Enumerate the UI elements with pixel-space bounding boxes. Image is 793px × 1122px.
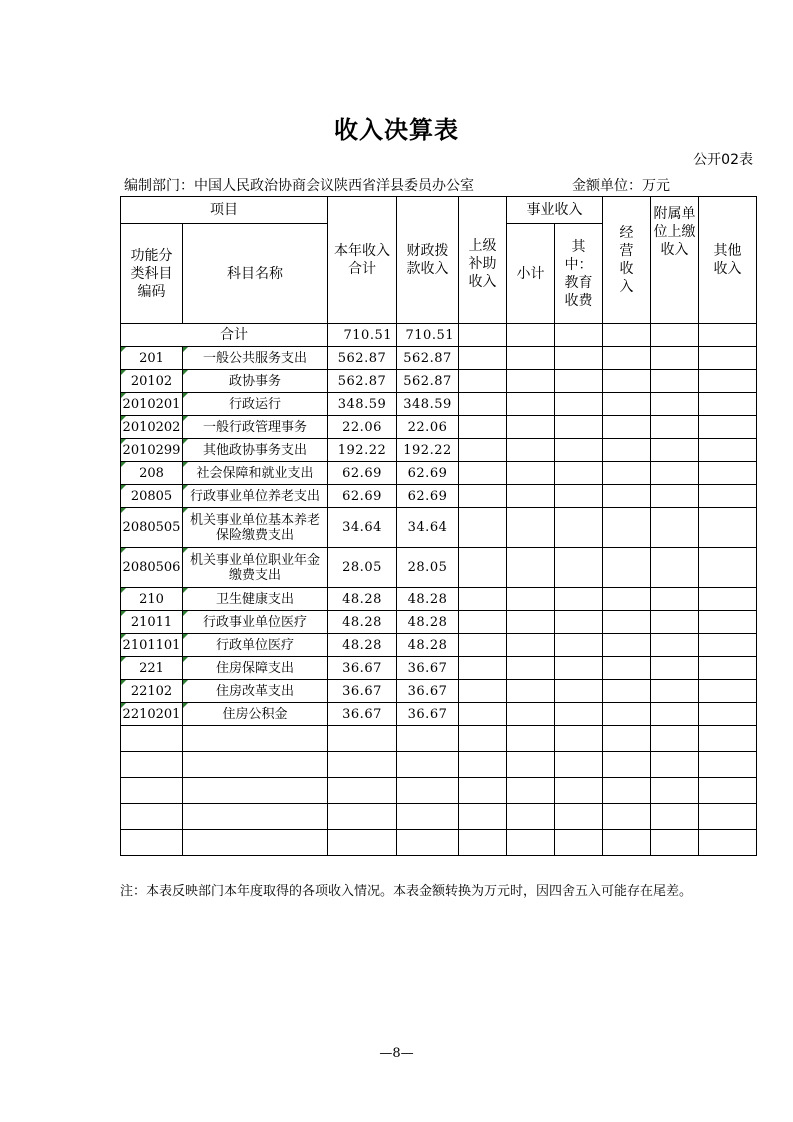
table-row bbox=[121, 508, 757, 548]
empty-cell bbox=[507, 830, 555, 856]
empty-cell bbox=[555, 393, 603, 416]
empty-cell bbox=[603, 588, 651, 611]
row-name: 政协事务 bbox=[183, 370, 328, 393]
empty-cell bbox=[459, 634, 507, 657]
header-other: 其他收入 bbox=[699, 197, 757, 324]
empty-cell bbox=[459, 804, 507, 830]
row-name: 其他政协事务支出 bbox=[183, 439, 328, 462]
empty-cell bbox=[603, 370, 651, 393]
row-total: 192.22 bbox=[328, 439, 397, 462]
empty-cell bbox=[555, 703, 603, 726]
empty-cell bbox=[459, 439, 507, 462]
empty-cell bbox=[651, 548, 699, 588]
empty-cell bbox=[328, 752, 397, 778]
empty-cell bbox=[507, 508, 555, 548]
income-table bbox=[120, 196, 757, 856]
empty-row bbox=[121, 778, 757, 804]
empty-cell bbox=[328, 778, 397, 804]
empty-cell bbox=[603, 508, 651, 548]
empty-cell bbox=[603, 393, 651, 416]
empty-cell bbox=[603, 752, 651, 778]
empty-cell bbox=[459, 703, 507, 726]
empty-cell bbox=[699, 611, 757, 634]
header-total-income: 本年收入合计 bbox=[328, 197, 397, 324]
empty-cell bbox=[507, 634, 555, 657]
empty-cell bbox=[603, 485, 651, 508]
empty-cell bbox=[507, 370, 555, 393]
row-total: 348.59 bbox=[328, 393, 397, 416]
empty-cell bbox=[603, 416, 651, 439]
empty-cell bbox=[699, 634, 757, 657]
empty-cell bbox=[555, 508, 603, 548]
row-code: 2010299 bbox=[121, 439, 183, 462]
row-code: 2210201 bbox=[121, 703, 183, 726]
empty-cell bbox=[603, 462, 651, 485]
row-fiscal: 36.67 bbox=[397, 680, 459, 703]
empty-cell bbox=[699, 804, 757, 830]
row-code: 20102 bbox=[121, 370, 183, 393]
table-row bbox=[121, 680, 757, 703]
empty-cell bbox=[651, 370, 699, 393]
row-name: 行政事业单位医疗 bbox=[183, 611, 328, 634]
row-code: 210 bbox=[121, 588, 183, 611]
empty-cell bbox=[555, 830, 603, 856]
empty-cell bbox=[183, 752, 328, 778]
empty-row bbox=[121, 804, 757, 830]
row-code: 2010201 bbox=[121, 393, 183, 416]
row-code: 221 bbox=[121, 657, 183, 680]
row-fiscal: 36.67 bbox=[397, 657, 459, 680]
row-total: 36.67 bbox=[328, 657, 397, 680]
row-fiscal: 62.69 bbox=[397, 485, 459, 508]
header-fiscal: 财政拨款收入 bbox=[397, 197, 459, 324]
empty-cell bbox=[699, 548, 757, 588]
empty-cell bbox=[603, 804, 651, 830]
empty-cell bbox=[651, 508, 699, 548]
row-fiscal: 562.87 bbox=[397, 370, 459, 393]
empty-cell bbox=[459, 680, 507, 703]
empty-cell bbox=[397, 726, 459, 752]
empty-cell bbox=[459, 778, 507, 804]
empty-cell bbox=[555, 439, 603, 462]
header-superior: 上级补助收入 bbox=[459, 197, 507, 324]
empty-cell bbox=[459, 347, 507, 370]
empty-cell bbox=[507, 462, 555, 485]
empty-cell bbox=[183, 804, 328, 830]
row-name: 行政运行 bbox=[183, 393, 328, 416]
row-total: 48.28 bbox=[328, 611, 397, 634]
row-fiscal: 562.87 bbox=[397, 347, 459, 370]
row-total: 22.06 bbox=[328, 416, 397, 439]
empty-cell bbox=[699, 703, 757, 726]
row-name: 住房保障支出 bbox=[183, 657, 328, 680]
row-fiscal: 48.28 bbox=[397, 634, 459, 657]
row-code: 20805 bbox=[121, 485, 183, 508]
empty-cell bbox=[699, 508, 757, 548]
empty-cell bbox=[507, 439, 555, 462]
page-number: —8— bbox=[379, 1046, 414, 1061]
total-fiscal-value: 710.51 bbox=[397, 324, 459, 347]
header-code: 功能分类科目编码 bbox=[121, 224, 183, 324]
row-total: 36.67 bbox=[328, 703, 397, 726]
empty-cell bbox=[328, 804, 397, 830]
row-fiscal: 192.22 bbox=[397, 439, 459, 462]
empty-cell bbox=[651, 393, 699, 416]
empty-cell bbox=[651, 726, 699, 752]
empty-cell bbox=[651, 830, 699, 856]
empty-cell bbox=[459, 393, 507, 416]
empty-cell bbox=[555, 657, 603, 680]
empty-cell bbox=[699, 393, 757, 416]
row-total: 36.67 bbox=[328, 680, 397, 703]
empty-cell bbox=[699, 680, 757, 703]
table-row bbox=[121, 657, 757, 680]
table-row bbox=[121, 416, 757, 439]
empty-cell bbox=[555, 726, 603, 752]
empty-cell bbox=[555, 370, 603, 393]
row-name: 机关事业单位基本养老保险缴费支出 bbox=[183, 508, 328, 548]
row-code: 2010202 bbox=[121, 416, 183, 439]
empty-cell bbox=[651, 680, 699, 703]
empty-cell bbox=[121, 830, 183, 856]
empty-cell bbox=[459, 657, 507, 680]
empty-cell bbox=[121, 726, 183, 752]
empty-cell bbox=[603, 611, 651, 634]
empty-cell bbox=[397, 778, 459, 804]
empty-cell bbox=[507, 703, 555, 726]
row-code: 2080506 bbox=[121, 548, 183, 588]
row-code: 208 bbox=[121, 462, 183, 485]
row-name: 行政单位医疗 bbox=[183, 634, 328, 657]
empty-cell bbox=[699, 462, 757, 485]
row-name: 一般行政管理事务 bbox=[183, 416, 328, 439]
empty-cell bbox=[651, 778, 699, 804]
empty-cell bbox=[459, 726, 507, 752]
empty-cell bbox=[555, 634, 603, 657]
empty-cell bbox=[507, 588, 555, 611]
empty-cell bbox=[699, 485, 757, 508]
empty-cell bbox=[183, 778, 328, 804]
empty-cell bbox=[507, 416, 555, 439]
empty-cell bbox=[651, 462, 699, 485]
empty-cell bbox=[507, 393, 555, 416]
empty-cell bbox=[555, 548, 603, 588]
table-row bbox=[121, 703, 757, 726]
empty-cell bbox=[651, 703, 699, 726]
empty-cell bbox=[328, 726, 397, 752]
empty-cell bbox=[603, 680, 651, 703]
empty-cell bbox=[651, 439, 699, 462]
empty-cell bbox=[459, 370, 507, 393]
row-total: 62.69 bbox=[328, 485, 397, 508]
empty-cell bbox=[699, 439, 757, 462]
header-subtotal: 小计 bbox=[507, 224, 555, 324]
row-fiscal: 22.06 bbox=[397, 416, 459, 439]
header-affiliated: 附属单位上缴收入 bbox=[651, 197, 699, 324]
empty-cell bbox=[459, 588, 507, 611]
amount-unit-label: 金额单位：万元 bbox=[572, 178, 670, 194]
empty-cell bbox=[183, 830, 328, 856]
header-name: 科目名称 bbox=[183, 224, 328, 324]
empty-cell bbox=[603, 634, 651, 657]
row-code: 21011 bbox=[121, 611, 183, 634]
empty-cell bbox=[603, 778, 651, 804]
empty-cell bbox=[507, 347, 555, 370]
empty-cell bbox=[555, 485, 603, 508]
header-business: 事业收入 bbox=[507, 197, 603, 224]
empty-cell bbox=[603, 548, 651, 588]
table-row bbox=[121, 462, 757, 485]
table-note: 注：本表反映部门本年度取得的各项收入情况。本表金额转换为万元时，因四舍五入可能存在尾差。 bbox=[120, 884, 693, 899]
row-code: 22102 bbox=[121, 680, 183, 703]
empty-row bbox=[121, 726, 757, 752]
header-operating: 经营收入 bbox=[603, 197, 651, 324]
header-project: 项目 bbox=[121, 197, 328, 224]
empty-cell bbox=[699, 347, 757, 370]
empty-cell bbox=[507, 752, 555, 778]
empty-cell bbox=[555, 611, 603, 634]
empty-cell bbox=[603, 657, 651, 680]
header-edu-fee: 其中：教育收费 bbox=[555, 224, 603, 324]
empty-cell bbox=[121, 752, 183, 778]
empty-cell bbox=[507, 778, 555, 804]
row-name: 一般公共服务支出 bbox=[183, 347, 328, 370]
empty-cell bbox=[555, 778, 603, 804]
empty-cell bbox=[651, 347, 699, 370]
empty-cell bbox=[651, 416, 699, 439]
empty-cell bbox=[459, 462, 507, 485]
empty-cell bbox=[651, 611, 699, 634]
row-name: 机关事业单位职业年金缴费支出 bbox=[183, 548, 328, 588]
row-fiscal: 36.67 bbox=[397, 703, 459, 726]
empty-cell bbox=[699, 657, 757, 680]
empty-cell bbox=[651, 804, 699, 830]
empty-cell bbox=[121, 804, 183, 830]
empty-cell bbox=[507, 726, 555, 752]
department-label: 编制部门：中国人民政治协商会议陕西省洋县委员办公室 bbox=[124, 178, 474, 194]
empty-cell bbox=[459, 752, 507, 778]
row-fiscal: 34.64 bbox=[397, 508, 459, 548]
total-label: 合计 bbox=[121, 324, 328, 347]
empty-cell bbox=[555, 462, 603, 485]
table-row bbox=[121, 611, 757, 634]
row-fiscal: 62.69 bbox=[397, 462, 459, 485]
table-row bbox=[121, 548, 757, 588]
row-code: 2080505 bbox=[121, 508, 183, 548]
empty-cell bbox=[121, 778, 183, 804]
row-total: 34.64 bbox=[328, 508, 397, 548]
row-total: 562.87 bbox=[328, 347, 397, 370]
row-total: 62.69 bbox=[328, 462, 397, 485]
empty-cell bbox=[507, 485, 555, 508]
empty-cell bbox=[555, 347, 603, 370]
table-row bbox=[121, 588, 757, 611]
table-row bbox=[121, 485, 757, 508]
row-fiscal: 348.59 bbox=[397, 393, 459, 416]
empty-cell bbox=[651, 588, 699, 611]
table-row bbox=[121, 370, 757, 393]
empty-cell bbox=[397, 804, 459, 830]
page-title: 收入决算表 bbox=[334, 116, 459, 144]
empty-cell bbox=[397, 830, 459, 856]
row-total: 48.28 bbox=[328, 588, 397, 611]
empty-cell bbox=[555, 804, 603, 830]
empty-cell bbox=[507, 680, 555, 703]
row-total: 562.87 bbox=[328, 370, 397, 393]
row-name: 行政事业单位养老支出 bbox=[183, 485, 328, 508]
empty-cell bbox=[507, 657, 555, 680]
empty-cell bbox=[459, 416, 507, 439]
empty-cell bbox=[603, 726, 651, 752]
total-row bbox=[121, 324, 757, 347]
empty-row bbox=[121, 830, 757, 856]
empty-cell bbox=[555, 680, 603, 703]
row-name: 住房改革支出 bbox=[183, 680, 328, 703]
row-total: 48.28 bbox=[328, 634, 397, 657]
empty-cell bbox=[555, 588, 603, 611]
empty-cell bbox=[651, 657, 699, 680]
total-income-value: 710.51 bbox=[328, 324, 397, 347]
empty-cell bbox=[699, 778, 757, 804]
row-fiscal: 28.05 bbox=[397, 548, 459, 588]
empty-cell bbox=[507, 804, 555, 830]
empty-cell bbox=[507, 611, 555, 634]
empty-cell bbox=[699, 588, 757, 611]
empty-cell bbox=[183, 726, 328, 752]
empty-cell bbox=[459, 830, 507, 856]
empty-cell bbox=[555, 752, 603, 778]
empty-cell bbox=[603, 830, 651, 856]
empty-cell bbox=[651, 634, 699, 657]
empty-cell bbox=[699, 752, 757, 778]
empty-cell bbox=[459, 548, 507, 588]
row-name: 住房公积金 bbox=[183, 703, 328, 726]
table-row bbox=[121, 347, 757, 370]
table-row bbox=[121, 634, 757, 657]
empty-cell bbox=[555, 416, 603, 439]
empty-row bbox=[121, 752, 757, 778]
table-row bbox=[121, 439, 757, 462]
empty-cell bbox=[507, 548, 555, 588]
empty-cell bbox=[603, 347, 651, 370]
empty-cell bbox=[459, 508, 507, 548]
row-fiscal: 48.28 bbox=[397, 588, 459, 611]
table-row bbox=[121, 393, 757, 416]
row-name: 卫生健康支出 bbox=[183, 588, 328, 611]
empty-cell bbox=[651, 752, 699, 778]
row-total: 28.05 bbox=[328, 548, 397, 588]
row-code: 201 bbox=[121, 347, 183, 370]
row-name: 社会保障和就业支出 bbox=[183, 462, 328, 485]
empty-cell bbox=[699, 726, 757, 752]
row-fiscal: 48.28 bbox=[397, 611, 459, 634]
empty-cell bbox=[328, 830, 397, 856]
row-code: 2101101 bbox=[121, 634, 183, 657]
empty-cell bbox=[603, 703, 651, 726]
empty-cell bbox=[397, 752, 459, 778]
empty-cell bbox=[699, 830, 757, 856]
empty-cell bbox=[699, 416, 757, 439]
form-number: 公开02表 bbox=[693, 152, 753, 168]
empty-cell bbox=[603, 439, 651, 462]
empty-cell bbox=[459, 611, 507, 634]
empty-cell bbox=[651, 485, 699, 508]
empty-cell bbox=[459, 485, 507, 508]
empty-cell bbox=[699, 370, 757, 393]
